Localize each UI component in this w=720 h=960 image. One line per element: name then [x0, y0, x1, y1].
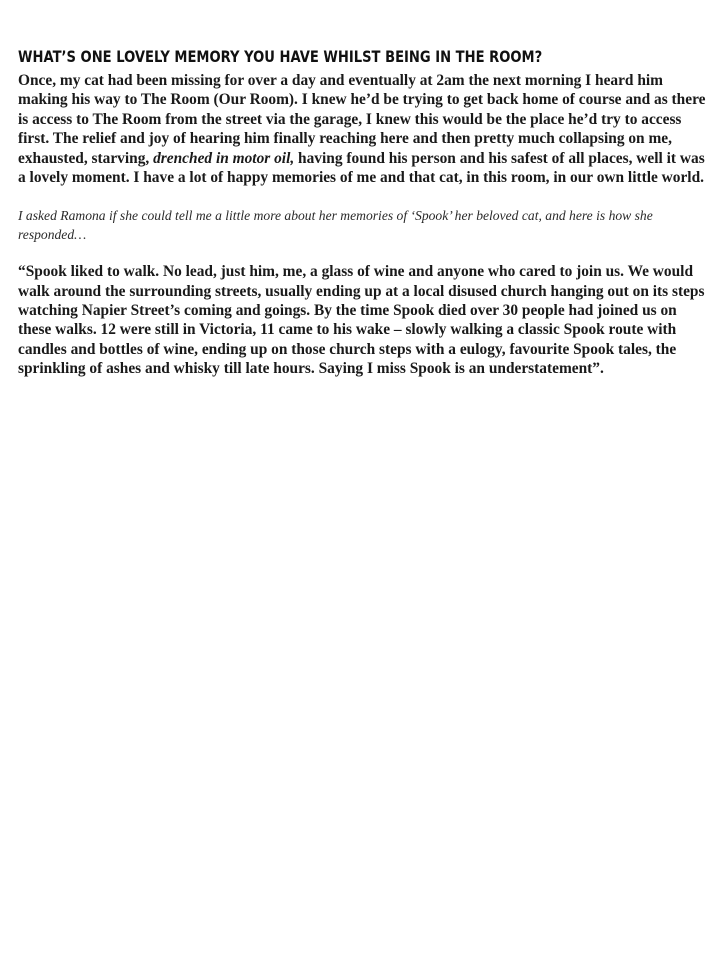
memory-emphasis: drenched in motor oil,: [153, 149, 295, 167]
document-content: [18, 46, 708, 378]
memory-paragraph: [18, 71, 708, 187]
memory-text-part1: Once, my cat had been missing for over a day and eventually at 2am the next morning I heard him making his way to The Room (Our Room). I knew he’d be trying to get back home of course and as there is access to The Room from the street via the garage, I knew this would be the place he’d try to access first. The relief and joy of hearing him finally reaching here and then pretty much collapsing on me, exhausted, starving,: [18, 72, 706, 167]
section-heading: WHAT’S ONE LOVELY MEMORY YOU HAVE WHILST BEING IN THE ROOM?: [18, 47, 543, 66]
spook-quote: “Spook liked to walk. No lead, just him, me, a glass of wine and anyone who cared to join us. We would walk around the surrounding streets, usually ending up at a local disused church hanging out on its steps watching Napier Street’s coming and goings. By the time Spook died over 30 people had joined us on these walks. 12 were still in Victoria, 11 came to his wake – slowly walking a classic Spook route with candles and bottles of wine, ending up on those church steps with a eulogy, favourite Spook tales, the sprinkling of ashes and whisky till late hours. Saying I miss Spook is an understatement”.: [18, 263, 705, 377]
memory-text-part2: having found his person and his safest of all places, well it was a lovely moment. I have a lot of happy memories of me and that cat, in this room, in our own little world.: [18, 149, 705, 187]
interview-intro: I asked Ramona if she could tell me a little more about her memories of ‘Spook’ her beloved cat, and here is how she responded…: [18, 208, 653, 243]
